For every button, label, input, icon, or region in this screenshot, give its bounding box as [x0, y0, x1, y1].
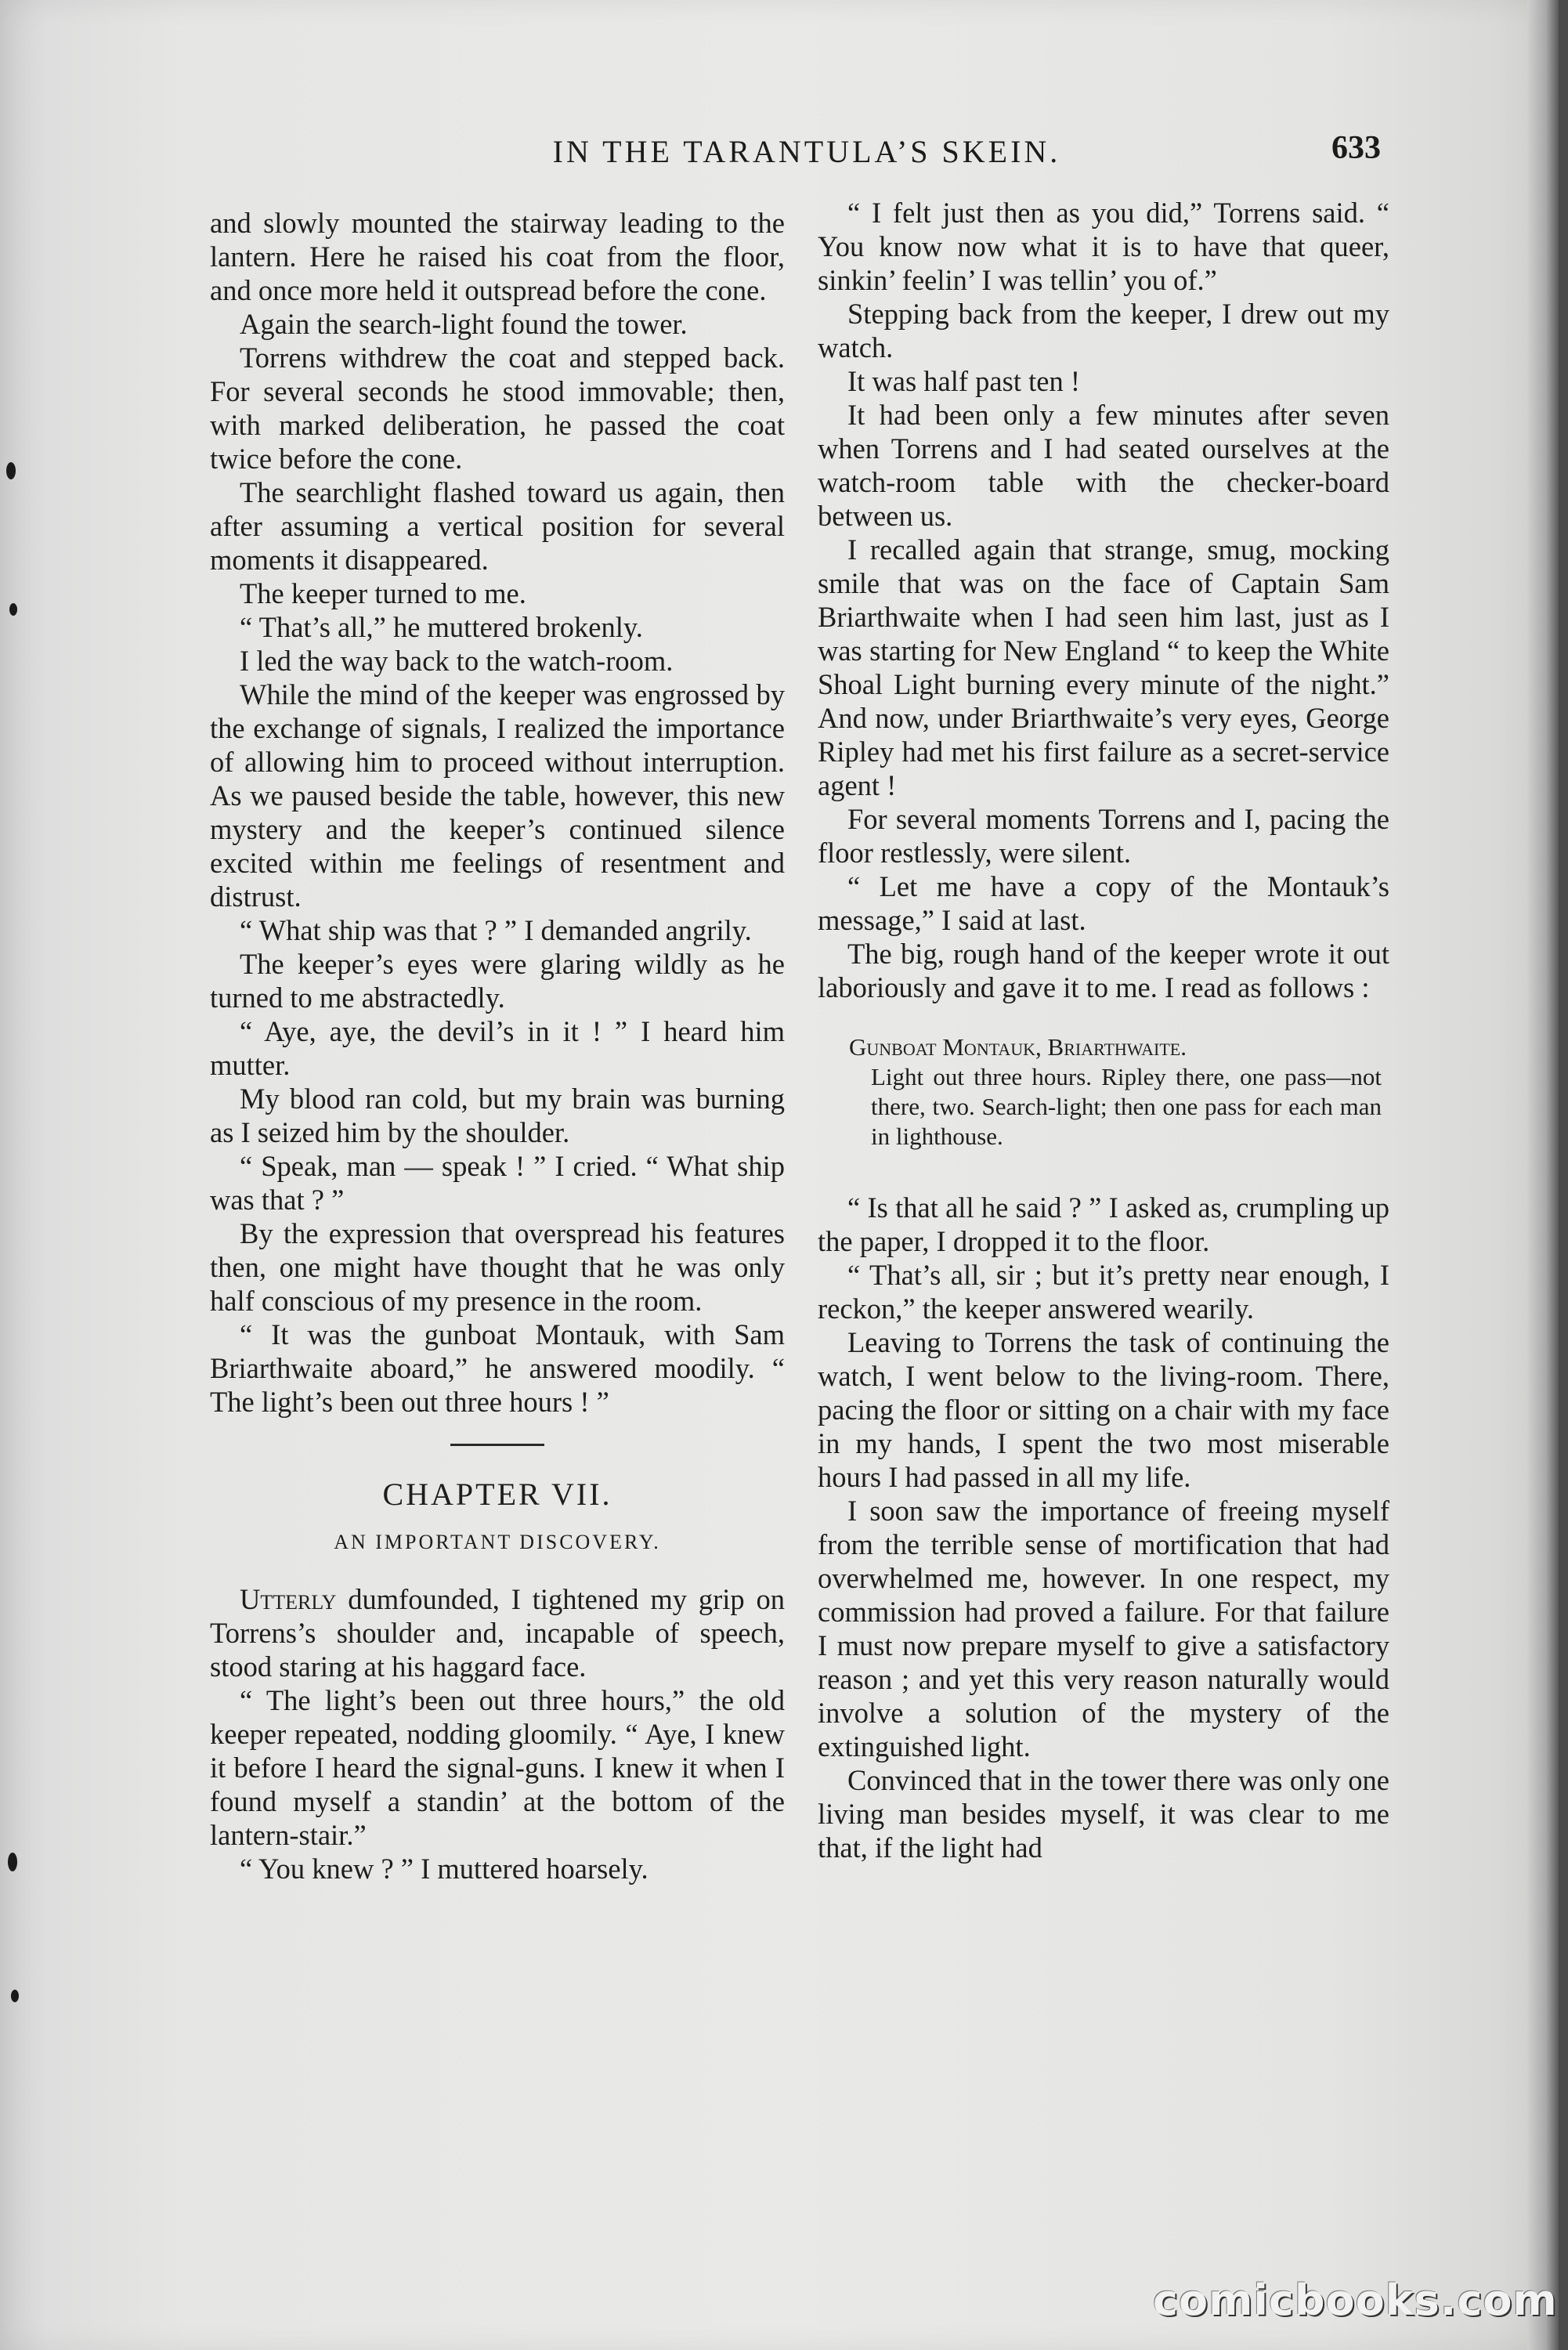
paragraph: “ It was the gunboat Montauk, with Sam Briarthwaite aboard,” he answered moodily. “ The light’s been out three hours ! ”	[210, 1318, 785, 1418]
paragraph: “ You knew ? ” I muttered hoarsely.	[240, 1853, 649, 1885]
paragraph: “ I felt just then as you did,” Torrens said. “ You know now what it is to have that queer, sinkin’ feelin’ I was tellin’ you of.”	[818, 197, 1389, 296]
paragraph	[210, 1582, 785, 1683]
paragraph: I soon saw the importance of freeing myself from the terrible sense of mortification that had overwhelmed me, however. In one respect, my commission had proved a failure. For that failure I must now prepare myself to give a satisfactory reason ; and yet this very reason naturally would involve a solution of the mystery of the extinguished light.	[818, 1495, 1389, 1762]
paragraph: My blood ran cold, but my brain was burning as I seized him by the shoulder.	[210, 1083, 785, 1148]
paragraph: The keeper turned to me.	[240, 577, 526, 609]
ink-blot	[11, 1990, 19, 2002]
paragraph: While the mind of the keeper was engrossed by the exchange of signals, I realized the importance of allowing him to proceed without interruption. As we paused beside the table, however, this new mystery and the keeper’s continued silence excited within me feelings of resentment and distrust.	[210, 678, 785, 913]
small-caps-lead: Utterly	[240, 1583, 337, 1615]
paragraph: The searchlight flashed toward us again, then after assuming a vertical position for several moments it disappeared.	[210, 476, 785, 576]
site-watermark: comicbooks.com	[1153, 2276, 1558, 2325]
right-column	[818, 196, 1389, 1864]
paragraph: and slowly mounted the stairway leading to the lantern. Here he raised his coat from the floor, and once more held it outspread before the cone.	[210, 207, 785, 306]
paragraph: “ Speak, man — speak ! ” I cried. “ What ship was that ? ”	[210, 1150, 785, 1216]
ink-blot	[9, 603, 17, 616]
ink-blot	[6, 462, 16, 479]
paragraph: Again the search-light found the tower.	[240, 308, 688, 340]
paragraph: Stepping back from the keeper, I drew out my watch.	[818, 298, 1389, 363]
paragraph: It had been only a few minutes after seven when Torrens and I had seated ourselves at the watch-room table with the checker-board between us.	[818, 399, 1389, 532]
ink-blot	[8, 1853, 17, 1871]
chapter-subtitle: AN IMPORTANT DISCOVERY.	[334, 1531, 661, 1553]
running-head: IN THE TARANTULA’S SKEIN.	[552, 134, 1061, 169]
section-divider	[450, 1444, 544, 1446]
paragraph: “ That’s all,” he muttered brokenly.	[240, 611, 643, 643]
paragraph: “ What ship was that ? ” I demanded angrily.	[240, 914, 752, 946]
paragraph: The big, rough hand of the keeper wrote it out laboriously and gave it to me. I read as follows :	[818, 938, 1389, 1003]
paragraph: “ Is that all he said ? ” I asked as, crumpling up the paper, I dropped it to the floor.	[818, 1191, 1389, 1257]
paragraph: “ Let me have a copy of the Montauk’s message,” I said at last.	[818, 870, 1389, 936]
paragraph: By the expression that overspread his features then, one might have thought that he was only half conscious of my presence in the room.	[210, 1217, 785, 1317]
left-column	[210, 206, 785, 1885]
paragraph: I recalled again that strange, smug, mocking smile that was on the face of Captain Sam Briarthwaite when I had seen him last, just as I was starting for New England “ to keep the White Shoal Light burning every minute of the night.” And now, under Briarthwaite’s very eyes, George Ripley had met his first failure as a secret-service agent !	[818, 533, 1389, 801]
paragraph: Convinced that in the tower there was only one living man besides myself, it was clear to me that, if the light had	[818, 1764, 1389, 1864]
paragraph: For several moments Torrens and I, pacing the floor restlessly, were silent.	[818, 803, 1389, 869]
paragraph: I led the way back to the watch-room.	[240, 645, 674, 677]
paragraph: “ Aye, aye, the devil’s in it ! ” I heard him mutter.	[210, 1015, 785, 1081]
message-body: Light out three hours. Ripley there, one pass—not there, two. Search-light; then one pass for each man in lighthouse.	[871, 1063, 1382, 1150]
paragraph: Leaving to Torrens the task of continuing the watch, I went below to the living-room. There, pacing the floor or sitting on a chair with my face in my hands, I spent the two most miserable hours I had passed in all my life.	[818, 1326, 1389, 1493]
paragraph: The keeper’s eyes were glaring wildly as he turned to me abstractedly.	[210, 948, 785, 1014]
paragraph-text: dumfounded, I tightened my grip on Torrens’s shoulder and, incapable of speech, stood staring at his haggard face.	[210, 1583, 785, 1683]
paragraph: Torrens withdrew the coat and stepped back. For several seconds he stood immovable; then, with marked deliberation, he passed the coat twice before the cone.	[210, 342, 785, 475]
telegram-message	[849, 1032, 1382, 1152]
page-edge-shadow	[1527, 0, 1559, 2350]
message-heading: Gunboat Montauk, Briarthwaite.	[849, 1033, 1187, 1061]
paragraph: “ That’s all, sir ; but it’s pretty near enough, I reckon,” the keeper answered wearily.	[818, 1259, 1389, 1325]
page-number: 633	[1331, 130, 1381, 166]
paragraph: “ The light’s been out three hours,” the old keeper repeated, nodding gloomily. “ Aye, I knew it before I heard the signal-guns. I knew it when I found myself a standin’ at the bottom of the lantern-stair.”	[210, 1684, 785, 1851]
chapter-title: CHAPTER VII.	[382, 1477, 612, 1512]
paragraph: It was half past ten !	[847, 365, 1080, 397]
